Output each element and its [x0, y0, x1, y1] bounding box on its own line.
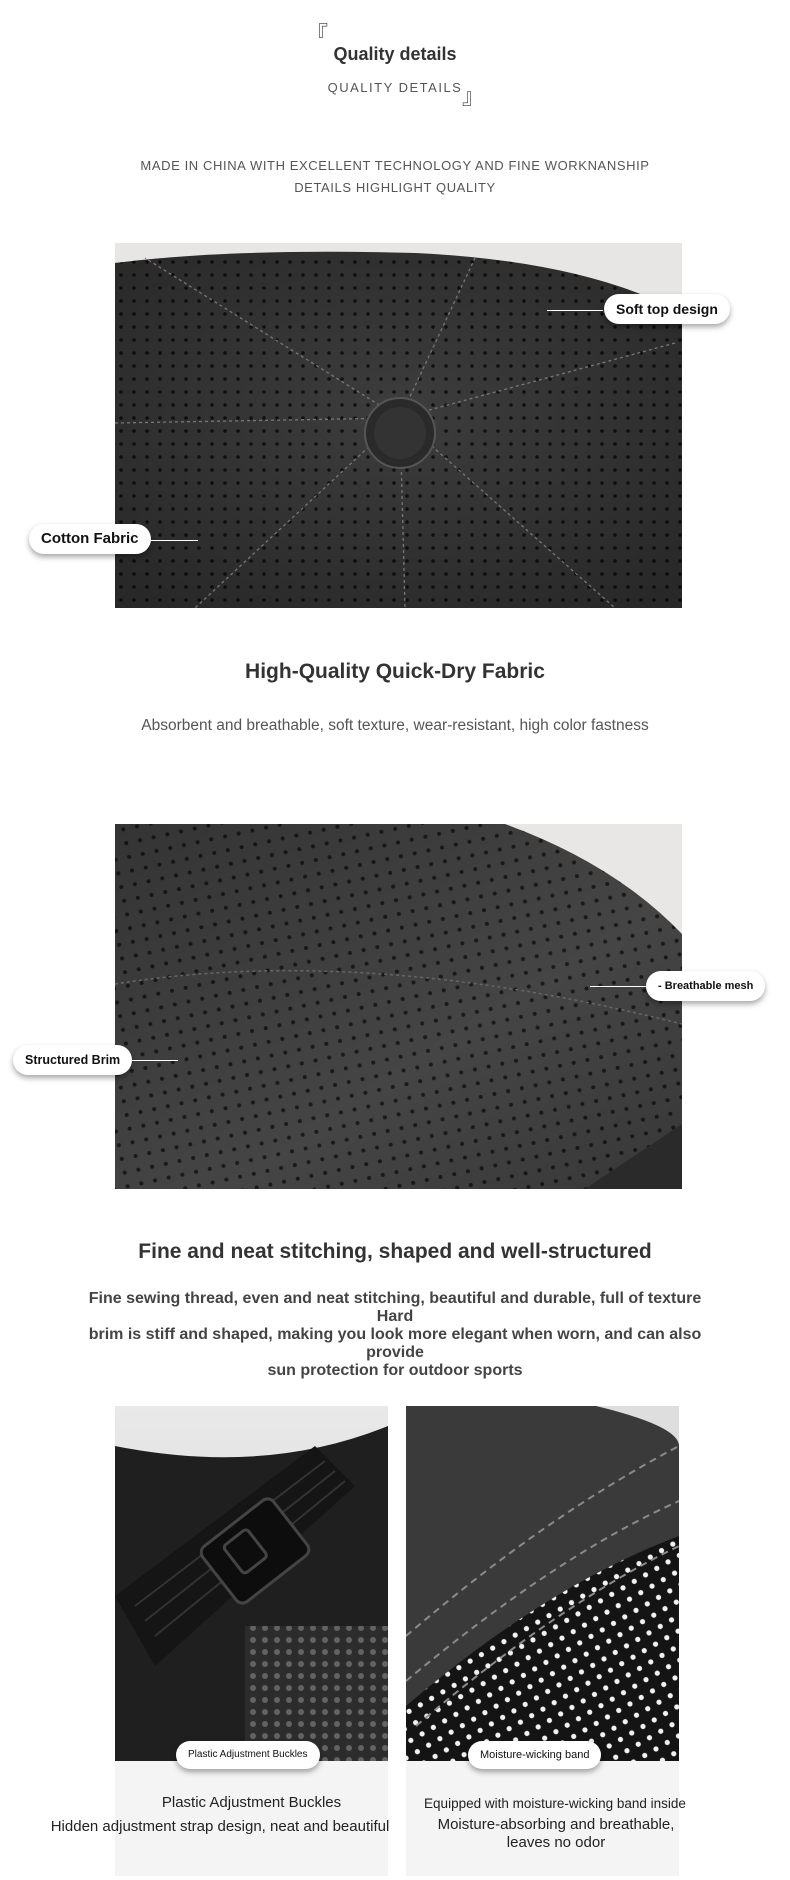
quality-details-title: Quality details: [333, 44, 457, 64]
open-bracket-glyph: 『: [306, 23, 329, 48]
fabric-section-title: High-Quality Quick-Dry Fabric: [245, 660, 545, 683]
moisture-band-photo: [406, 1406, 679, 1761]
made-in-line-2: DETAILS HIGHLIGHT QUALITY: [294, 180, 496, 195]
moisture-band-desc-line-1: Moisture-absorbing and breathable,: [437, 1816, 675, 1833]
buckle-caption-description: Hidden adjustment strap design, neat and beautiful: [50, 1818, 390, 1835]
moisture-band-caption-description: [406, 1816, 706, 1852]
made-in-line-1: MADE IN CHINA WITH EXCELLENT TECHNOLOGY AND FINE WORKNANSHIP: [140, 158, 650, 173]
close-bracket-glyph: 』: [462, 85, 485, 110]
soft-top-leader-line: [547, 310, 603, 311]
soft-top-callout: Soft top design: [604, 294, 730, 324]
buckle-pill-label: Plastic Adjustment Buckles: [176, 1741, 320, 1769]
stitching-section-description: [80, 1290, 710, 1380]
cap-top-photo: [115, 243, 682, 608]
buckle-photo: [115, 1406, 388, 1761]
fabric-section-description: Absorbent and breathable, soft texture, wear-resistant, high color fastness: [141, 717, 649, 734]
cotton-fabric-callout: Cotton Fabric: [29, 524, 151, 554]
buckle-caption-title: Plastic Adjustment Buckles: [161, 1794, 342, 1811]
structured-brim-callout: Structured Brim: [13, 1045, 132, 1075]
breathable-mesh-leader-line: [590, 986, 646, 987]
stitching-desc-line-1: Fine sewing thread, even and neat stitching, beautiful and durable, full of texture Hard: [88, 1290, 702, 1325]
cotton-fabric-leader-line: [143, 540, 198, 541]
moisture-band-pill-label: Moisture-wicking band: [468, 1741, 601, 1769]
moisture-band-caption-title: Equipped with moisture-wicking band inside: [424, 1796, 686, 1811]
structured-brim-leader-line: [122, 1060, 178, 1061]
breathable-mesh-callout: - Breathable mesh: [646, 971, 765, 1001]
stitching-desc-line-3: sun protection for outdoor sports: [267, 1362, 523, 1379]
cap-brim-photo: [115, 824, 682, 1189]
stitching-desc-line-2: brim is stiff and shaped, making you look more elegant when worn, and can also provide: [88, 1326, 702, 1361]
quality-details-subtitle: QUALITY DETAILS: [327, 80, 463, 95]
made-in-statement: [0, 155, 790, 199]
moisture-band-desc-line-2: leaves no odor: [506, 1834, 606, 1851]
stitching-section-title: Fine and neat stitching, shaped and well-structured: [138, 1240, 652, 1263]
